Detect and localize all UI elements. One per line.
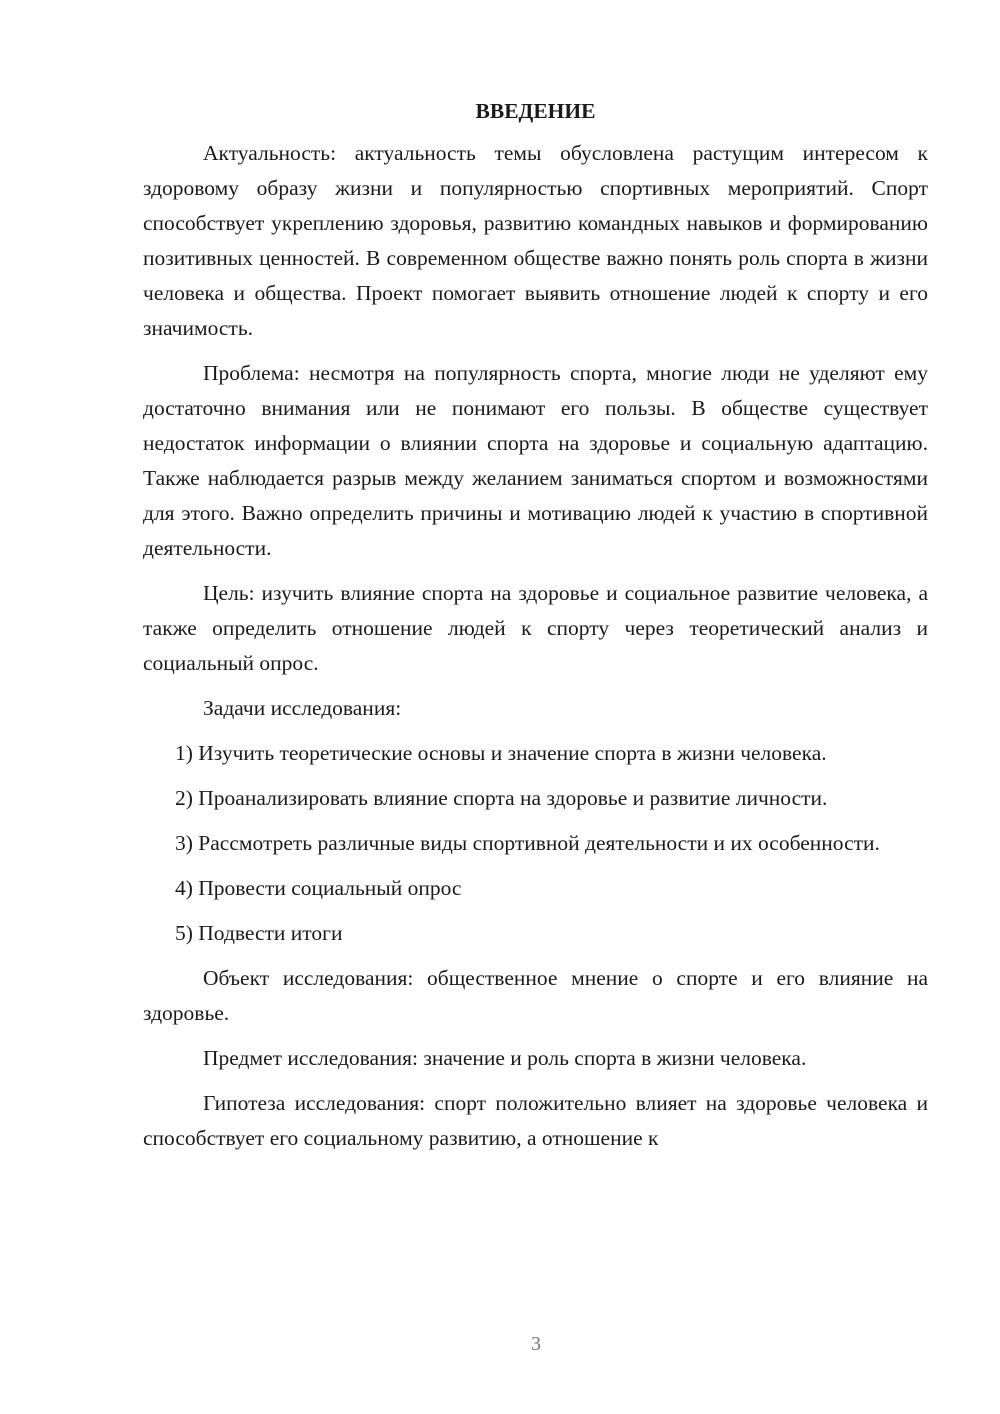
document-page xyxy=(143,96,928,1166)
paragraph-hypothesis: Гипотеза исследования: спорт положительно влияет на здоровье человека и способствует его социальному развитию, а отношение к xyxy=(143,1091,928,1150)
task-item-4: 4) Провести социальный опрос xyxy=(175,876,462,900)
section-title: ВВЕДЕНИЕ xyxy=(475,99,596,123)
page-number: 3 xyxy=(531,1333,541,1355)
task-item-1: 1) Изучить теоретические основы и значение спорта в жизни человека. xyxy=(175,741,827,765)
task-item-5: 5) Подвести итоги xyxy=(175,921,343,945)
task-item-3: 3) Рассмотреть различные виды спортивной деятельности и их особенности. xyxy=(175,831,880,855)
paragraph-goal: Цель: изучить влияние спорта на здоровье и социальное развитие человека, а также определить отношение людей к спорту через теоретический анализ и социальный опрос. xyxy=(143,581,928,675)
paragraph-subject: Предмет исследования: значение и роль спорта в жизни человека. xyxy=(203,1046,807,1070)
paragraph-problem: Проблема: несмотря на популярность спорта, многие люди не уделяют ему достаточно внимания или не понимают его пользы. В обществе существует недостаток информации о влиянии спорта на здоровье и социальную адаптацию. Также наблюдается разрыв между желанием заниматься спортом и возможностями для этого. Важно определить причины и мотивацию людей к участию в спортивной деятельности. xyxy=(143,361,928,560)
paragraph-relevance: Актуальность: актуальность темы обусловлена растущим интересом к здоровому образу жизни и популярностью спортивных мероприятий. Спорт способствует укреплению здоровья, развитию командных навыков и формированию позитивных ценностей. В современном обществе важно понять роль спорта в жизни человека и общества. Проект помогает выявить отношение людей к спорту и его значимость. xyxy=(143,141,928,340)
task-item-2: 2) Проанализировать влияние спорта на здоровье и развитие личности. xyxy=(175,786,828,810)
paragraph-tasks-heading: Задачи исследования: xyxy=(203,696,402,720)
paragraph-object: Объект исследования: общественное мнение о спорте и его влияние на здоровье. xyxy=(143,966,928,1025)
